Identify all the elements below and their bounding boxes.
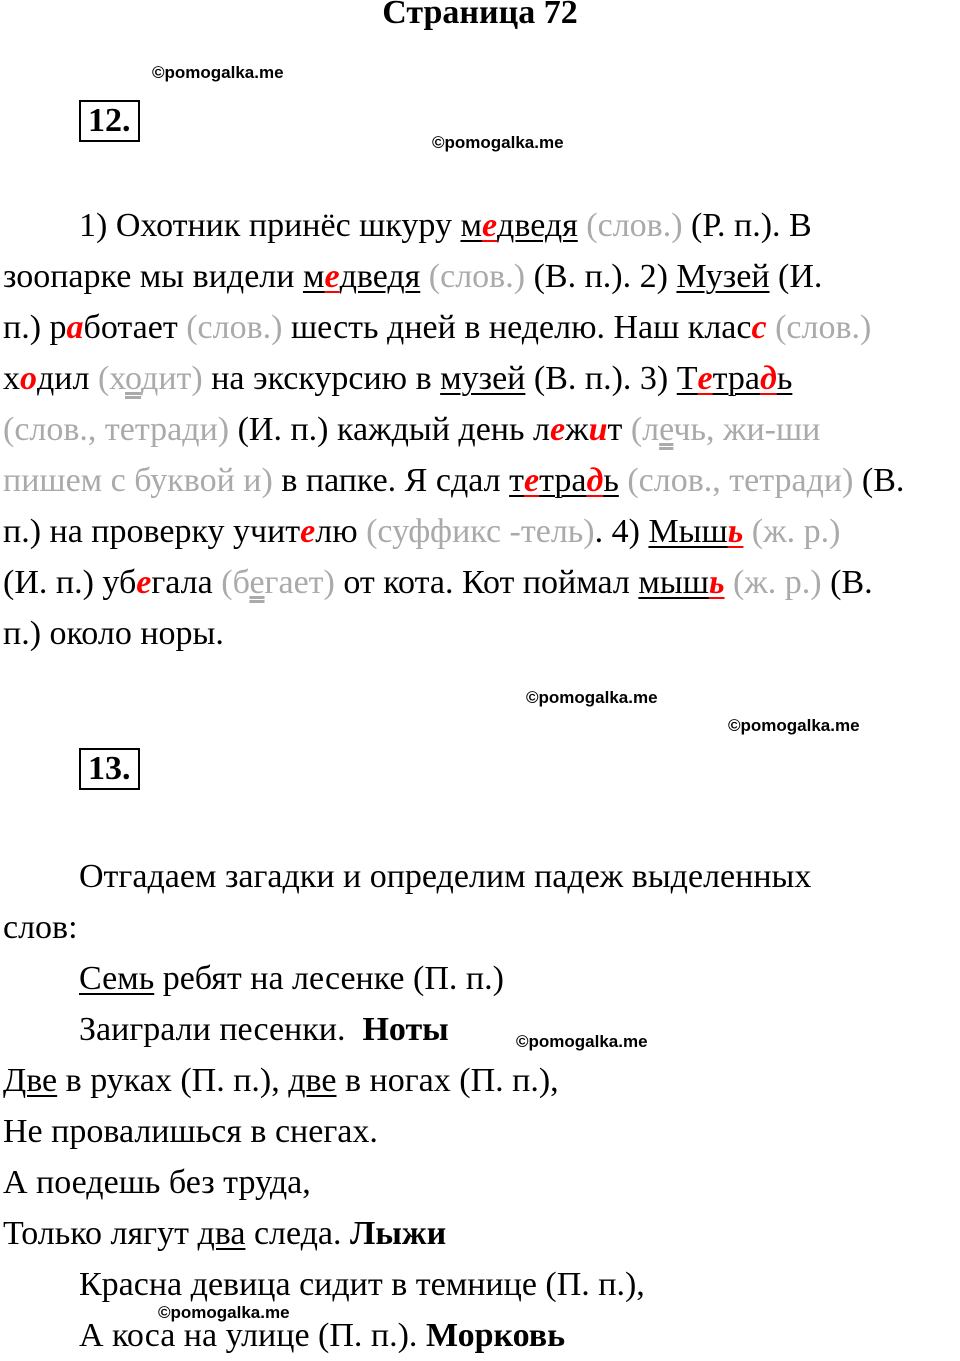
text-line: зоопарке мы видели медведя (слов.) (В. п.). 2) Музей (И. bbox=[3, 258, 823, 295]
watermark: ©pomogalka.me bbox=[516, 1032, 648, 1051]
riddle-line: Две в руках (П. п.), две в ногах (П. п.), bbox=[3, 1062, 559, 1099]
watermark: ©pomogalka.me bbox=[152, 63, 284, 82]
riddle-line: Только лягут два следа. Лыжи bbox=[3, 1215, 447, 1252]
riddle-answer: Ноты bbox=[362, 1011, 449, 1048]
text-line: п.) на проверку учителю (суффикс -тель). 4) Мышь (ж. р.) bbox=[3, 513, 841, 550]
riddle-line: А коса на улице (П. п.). Морковь bbox=[79, 1317, 566, 1354]
exercise-12-text bbox=[3, 200, 960, 659]
riddle-line: Красна девица сидит в темнице (П. п.), bbox=[79, 1266, 645, 1303]
riddle-line: Не провалишься в снегах. bbox=[3, 1113, 378, 1150]
watermark: ©pomogalka.me bbox=[432, 133, 564, 152]
text-line: (слов., тетради) (И. п.) каждый день лежит (лечь, жи-ши bbox=[3, 411, 821, 448]
text-line: (И. п.) убегала (бегает) от кота. Кот поймал мышь (ж. р.) (В. bbox=[3, 564, 873, 601]
text-line: 1) Охотник принёс шкуру медведя (слов.) (Р. п.). В bbox=[79, 207, 812, 244]
intro-line: Отгадаем загадки и определим падеж выделенных bbox=[79, 858, 812, 895]
page-title: Страница 72 bbox=[382, 0, 578, 31]
watermark: ©pomogalka.me bbox=[526, 688, 658, 707]
exercise-number-box: 12. bbox=[79, 100, 140, 142]
riddle-line: Семь ребят на лесенке (П. п.) bbox=[79, 960, 504, 997]
watermark: ©pomogalka.me bbox=[728, 716, 860, 735]
riddle-answer: Лыжи bbox=[350, 1215, 447, 1252]
watermark: ©pomogalka.me bbox=[158, 1303, 290, 1322]
riddle-answer: Морковь bbox=[425, 1317, 566, 1354]
exercise-13-text bbox=[3, 851, 960, 1361]
text-line: п.) работает (слов.) шесть дней в неделю. Наш класс (слов.) bbox=[3, 309, 872, 346]
riddle-line: А поедешь без труда, bbox=[3, 1164, 311, 1201]
riddle-line: Заиграли песенки. Ноты bbox=[79, 1011, 449, 1048]
intro-line: слов: bbox=[3, 909, 78, 946]
exercise-number-box: 13. bbox=[79, 748, 140, 790]
text-line: ходил (ходит) на экскурсию в музей (В. п.). 3) Тетрадь bbox=[3, 360, 793, 397]
text-line: пишем с буквой и) в папке. Я сдал тетрадь (слов., тетради) (В. bbox=[3, 462, 905, 499]
text-line: п.) около норы. bbox=[3, 615, 224, 652]
